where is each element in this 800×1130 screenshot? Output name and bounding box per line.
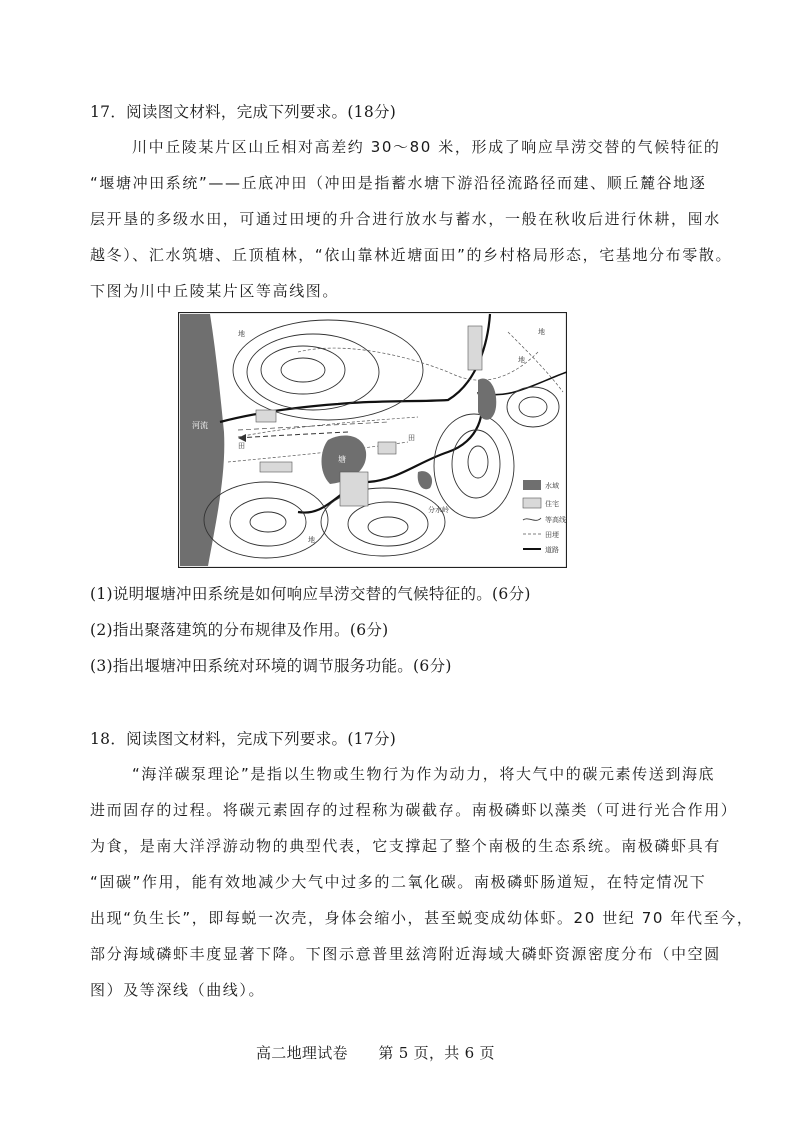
field-label-1: 田 xyxy=(238,442,245,450)
contour-map-figure xyxy=(178,312,567,568)
river-label: 河流 xyxy=(192,421,208,430)
q18-material-line-6: 部分海域磷虾丰度显著下降。下图示意普里兹湾附近海域大磷虾资源密度分布（中空圆 xyxy=(90,945,721,963)
q17-question-1: (1)说明堰塘冲田系统是如何响应旱涝交替的气候特征的。(6分) xyxy=(90,585,531,603)
q18-title: 18．阅读图文材料，完成下列要求。(17分) xyxy=(90,730,397,748)
q18-material-line-1: “海洋碳泵理论”是指以生物或生物行为作为动力，将大气中的碳元素传送到海底 xyxy=(132,765,716,783)
q18-material-line-4: “固碳”作用，能有效地减少大气中过多的二氧化碳。南极磷虾肠道短，在特定情况下 xyxy=(90,873,707,891)
q17-question-2: (2)指出聚落建筑的分布规律及作用。(6分) xyxy=(90,621,389,639)
legend-ridge: 田埂 xyxy=(545,531,559,539)
page-footer: 高二地理试卷 第 5 页，共 6 页 xyxy=(256,1044,495,1062)
q17-material-line-1: 川中丘陵某片区山丘相对高差约 30～80 米，形成了响应旱涝交替的气候特征的 xyxy=(132,138,721,156)
ridge-label: 分水岭 xyxy=(428,506,449,514)
legend-residence: 住宅 xyxy=(545,500,559,508)
land-label-1: 地 xyxy=(238,330,245,338)
q17-material-line-4: 越冬）、汇水筑塘、丘顶植林，“依山靠林近塘面田”的乡村格局形态，宅基地分布零散。 xyxy=(90,246,733,264)
q18-material-line-5: 出现“负生长”，即每蜕一次壳，身体会缩小，甚至蜕变成幼体虾。20 世纪 70 年代至今， xyxy=(90,909,754,927)
q17-material-line-2: “堰塘冲田系统”——丘底冲田（冲田是指蓄水塘下游沿径流路径而建、顺丘麓谷地逐 xyxy=(90,174,707,192)
land-label-3: 地 xyxy=(518,356,525,364)
q17-material-line-5: 下图为川中丘陵某片区等高线图。 xyxy=(90,282,340,300)
q18-material-line-7: 图）及等深线（曲线）。 xyxy=(90,981,266,999)
legend-contour: 等高线 xyxy=(545,516,566,524)
q18-material-line-2: 进而固存的过程。将碳元素固存的过程称为碳截存。南极磷虾以藻类（可进行光合作用） xyxy=(90,801,738,819)
pond-label-1: 塘 xyxy=(338,455,346,464)
q17-title: 17．阅读图文材料，完成下列要求。(18分) xyxy=(90,103,397,121)
q17-material-line-3: 层开垦的多级水田，可通过田埂的升合进行放水与蓄水，一般在秋收后进行休耕，囤水 xyxy=(90,210,721,228)
land-label-2: 地 xyxy=(538,328,545,336)
q17-question-3: (3)指出堰塘冲田系统对环境的调节服务功能。(6分) xyxy=(90,657,452,675)
land-label-4: 地 xyxy=(308,536,315,544)
legend-water: 水域 xyxy=(545,482,559,490)
contour-map xyxy=(178,312,567,568)
legend-road: 道路 xyxy=(545,546,559,554)
q18-material-line-3: 为食，是南大洋浮游动物的典型代表，它支撑起了整个南极的生态系统。南极磷虾具有 xyxy=(90,837,721,855)
field-label-2: 田 xyxy=(408,434,415,442)
